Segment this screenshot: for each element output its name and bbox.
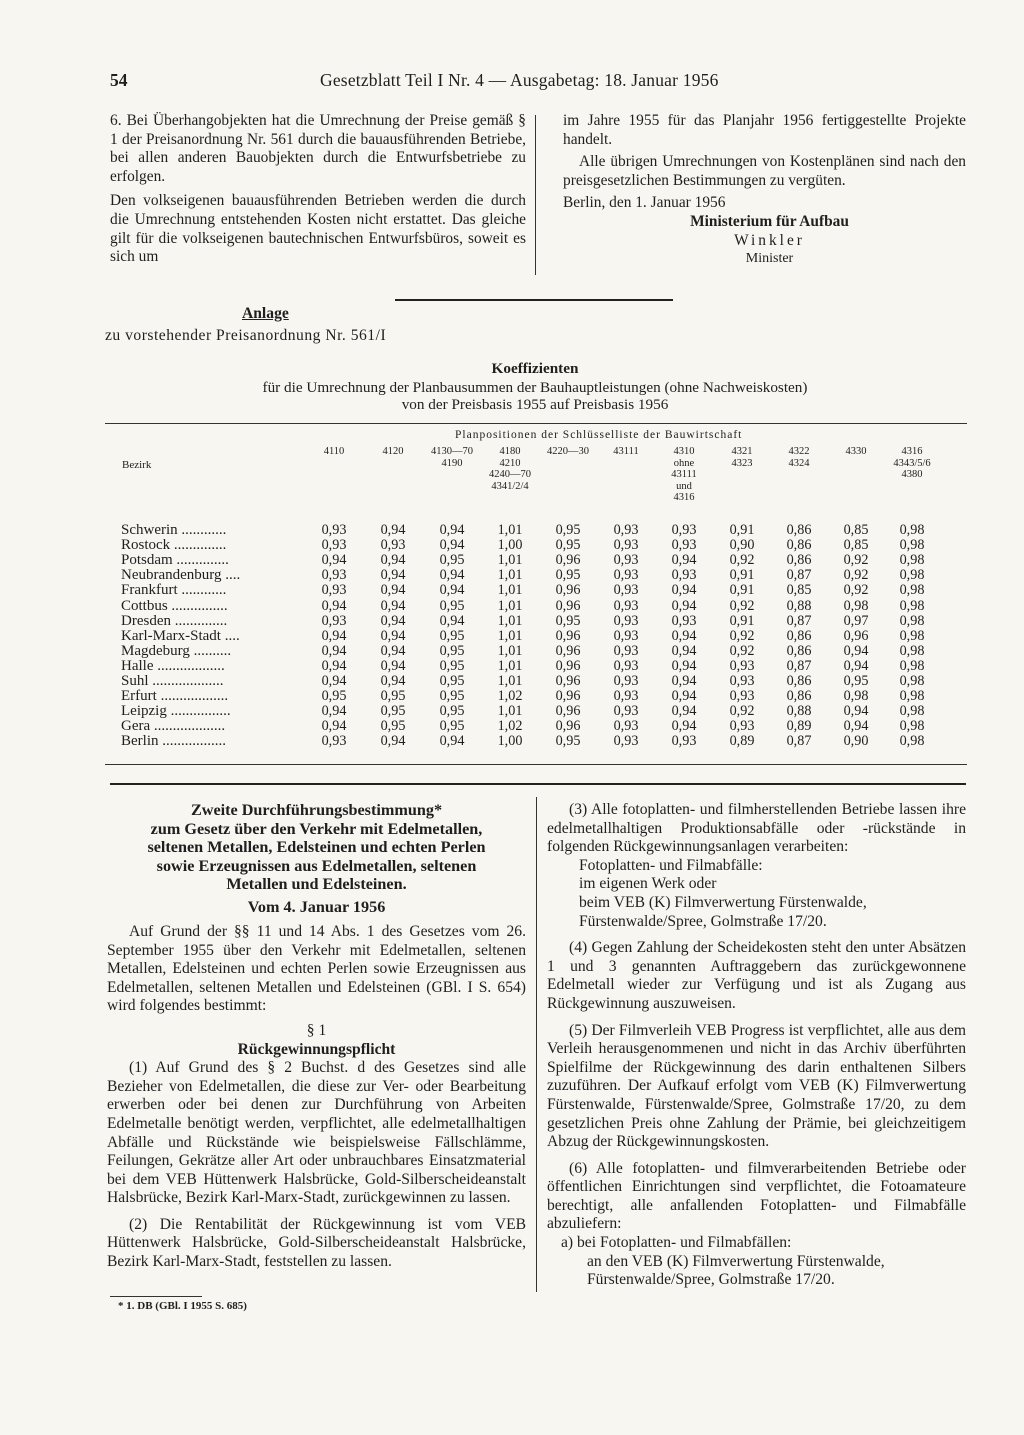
table-cell: 0,93 — [613, 642, 639, 659]
table-cell: 0,94 — [380, 627, 406, 644]
table-cell: 0,94 — [321, 642, 347, 659]
table-cell: 0,92 — [729, 597, 755, 614]
table-cell: 0,98 — [899, 673, 925, 689]
table-cell: 0,94 — [380, 552, 406, 569]
table-cell: 0,94 — [380, 733, 406, 750]
table-cell: 0,98 — [899, 567, 925, 584]
table-cell: 1,01 — [497, 582, 523, 599]
coefficients-description-line2: von der Preisbasis 1955 auf Preisbasis 1956 — [401, 396, 669, 413]
table-cell: 0,93 — [729, 688, 755, 705]
table-cell: 0,87 — [786, 657, 812, 674]
table-cell: 0,93 — [321, 537, 347, 554]
page-number: 54 — [110, 70, 128, 90]
table-cell: 0,93 — [613, 657, 639, 674]
column-header: 4310 ohne 43111 und 4316 — [671, 446, 697, 503]
table-cell: 0,93 — [613, 733, 639, 750]
continuation-text: im Jahre 1955 für das Planjahr 1956 fertiggestellte Projekte handelt. — [563, 112, 966, 148]
table-cell: 0,93 — [613, 597, 639, 614]
table-cell: 0,93 — [671, 522, 697, 538]
table-cell: 0,94 — [671, 582, 697, 599]
table-row-label: Rostock .............. — [121, 538, 227, 554]
table-cell: 0,94 — [380, 612, 406, 629]
table-cell: 0,96 — [555, 627, 581, 644]
table-cell: 0,86 — [786, 552, 812, 569]
table-cell: 1,01 — [497, 597, 523, 614]
table-cell: 0,93 — [613, 673, 639, 689]
table-cell: 0,98 — [899, 582, 925, 599]
table-cell: 0,86 — [786, 673, 812, 689]
table-cell: 0,90 — [729, 537, 755, 554]
table-cell: 0,94 — [321, 657, 347, 674]
column-header: 4330 — [845, 446, 867, 457]
section-rule — [110, 783, 966, 785]
regulation-intro: Auf Grund der §§ 11 und 14 Abs. 1 des Gesetzes vom 26. September 1955 über den Verkehr mit Edelmetallen, seltenen Metallen, Edelsteinen und echten Perlen sowie Erzeugnissen aus Edelmetallen, seltenen Metallen und Edelsteinen (GBl. I S. 654) wird folgendes bestimmt: — [107, 922, 526, 1015]
table-cell: 0,92 — [729, 552, 755, 569]
table-cell: 0,98 — [899, 552, 925, 569]
table-cell: 0,95 — [555, 567, 581, 584]
table-row-label: Potsdam .............. — [121, 553, 229, 569]
table-cell: 0,92 — [729, 642, 755, 659]
table-cell: 1,02 — [497, 718, 523, 735]
table-cell: 0,93 — [380, 537, 406, 554]
table-row-label: Magdeburg .......... — [121, 643, 232, 659]
table-cell: 0,94 — [671, 657, 697, 674]
column-header: 4316 4343/5/6 4380 — [893, 446, 931, 480]
table-row-label: Neubrandenburg .... — [121, 568, 241, 584]
table-cell: 0,98 — [899, 688, 925, 705]
table-cell: 0,94 — [439, 582, 465, 599]
paragraph-3-item3: beim VEB (K) Filmverwertung Fürstenwalde, — [579, 893, 867, 911]
paragraph-6: 6. Bei Überhangobjekten hat die Umrechnung der Preise gemäß § 1 der Preisanordnung Nr. 561 durch die bauausführenden Betriebe, bei allen anderen Bauobjekten durch die Entwurfsbetriebe zu erfolgen. — [110, 112, 526, 185]
table-cell: 0,93 — [321, 522, 347, 538]
table-cell: 0,94 — [843, 657, 869, 674]
paragraph-6-item-a2: Fürstenwalde/Spree, Golmstraße 17/20. — [587, 1271, 835, 1289]
table-cell: 0,95 — [555, 612, 581, 629]
paragraph-2: (2) Die Rentabilität der Rückgewinnung ist vom VEB Hüttenwerk Halsbrücke, Gold-Silberscheideanstalt Halsbrücke, Bezirk Karl-Marx-Stadt, feststellen zu lassen. — [107, 1215, 526, 1271]
table-cell: 0,93 — [671, 612, 697, 629]
table-cell: 0,95 — [439, 627, 465, 644]
table-cell: 0,86 — [786, 537, 812, 554]
table-cell: 0,93 — [671, 537, 697, 554]
table-cell: 0,98 — [899, 597, 925, 614]
table-cell: 0,95 — [380, 718, 406, 735]
table-cell: 0,93 — [321, 733, 347, 750]
column-header: 4120 — [382, 446, 404, 457]
table-cell: 0,95 — [439, 657, 465, 674]
section-rule — [395, 299, 673, 301]
table-row-label: Gera ................... — [121, 719, 226, 735]
column-header: 4180 4210 4240—70 4341/2/4 — [489, 446, 531, 492]
table-cell: 0,93 — [613, 627, 639, 644]
table-cell: 0,96 — [555, 597, 581, 614]
table-cell: 0,98 — [843, 688, 869, 705]
table-cell: 1,01 — [497, 673, 523, 689]
footnote: * 1. DB (GBl. I 1955 S. 685) — [118, 1300, 247, 1312]
bottom-right-column — [547, 801, 966, 1290]
table-cell: 0,94 — [321, 627, 347, 644]
table-cell: 0,98 — [899, 537, 925, 554]
table-cell: 0,86 — [786, 522, 812, 538]
table-cell: 0,95 — [843, 673, 869, 689]
table-cell: 1,01 — [497, 642, 523, 659]
table-row-label: Halle .................. — [121, 658, 225, 674]
paragraph-3-item1: Fotoplatten- und Filmabfälle: — [579, 856, 763, 874]
table-cell: 0,94 — [380, 642, 406, 659]
table-cell: 0,95 — [555, 537, 581, 554]
table-cell: 0,94 — [843, 703, 869, 720]
table-row-label: Erfurt .................. — [121, 689, 229, 705]
table-cell: 0,93 — [729, 718, 755, 735]
table-cell: 0,93 — [613, 582, 639, 599]
table-cell: 0,94 — [439, 733, 465, 750]
table-cell: 0,96 — [555, 718, 581, 735]
table-cell: 0,97 — [843, 612, 869, 629]
section-number: § 1 — [306, 1021, 327, 1039]
table-row-label: Cottbus ............... — [121, 598, 228, 614]
table-row-label: Karl-Marx-Stadt .... — [121, 628, 240, 644]
table-cell: 0,86 — [786, 627, 812, 644]
coefficients-title: Koeffizienten — [491, 360, 579, 377]
table-cell: 0,98 — [899, 627, 925, 644]
table-cell: 0,91 — [729, 567, 755, 584]
footnote-rule — [110, 1296, 202, 1297]
signatory-role: Minister — [745, 251, 794, 267]
table-cell: 0,91 — [729, 612, 755, 629]
table-cell: 0,94 — [321, 703, 347, 720]
table-cell: 0,88 — [786, 703, 812, 720]
table-cell: 0,94 — [671, 642, 697, 659]
table-cell: 0,85 — [843, 537, 869, 554]
table-cell: 0,94 — [671, 718, 697, 735]
table-row-label: Frankfurt ............ — [121, 583, 227, 599]
table-cell: 0,98 — [899, 718, 925, 735]
table-cell: 0,94 — [671, 597, 697, 614]
table-rule-bottom — [105, 764, 967, 765]
table-cell: 0,93 — [671, 567, 697, 584]
table-cell: 0,94 — [321, 673, 347, 689]
table-cell: 0,93 — [321, 582, 347, 599]
table-cell: 0,94 — [671, 688, 697, 705]
table-cell: 0,93 — [729, 657, 755, 674]
table-cell: 0,87 — [786, 567, 812, 584]
table-cell: 0,94 — [843, 642, 869, 659]
table-cell: 0,98 — [843, 597, 869, 614]
regulation-title-line4: sowie Erzeugnissen aus Edelmetallen, seltenen — [156, 856, 477, 875]
table-cell: 0,94 — [671, 552, 697, 569]
table-cell: 0,96 — [555, 582, 581, 599]
table-row-label: Suhl ................... — [121, 674, 224, 689]
column-header: 4110 — [323, 446, 345, 457]
table-cell: 0,94 — [380, 657, 406, 674]
regulation-date: Vom 4. Januar 1956 — [247, 897, 386, 916]
table-cell: 0,95 — [439, 642, 465, 659]
anlage-title: Anlage — [242, 305, 289, 322]
table-cell: 1,01 — [497, 657, 523, 674]
place-date: Berlin, den 1. Januar 1956 — [563, 194, 726, 212]
table-cell: 0,89 — [729, 733, 755, 750]
table-row-label: Dresden .............. — [121, 613, 228, 629]
table-cell: 0,96 — [555, 673, 581, 689]
table-cell: 0,98 — [899, 733, 925, 750]
table-cell: 0,94 — [439, 537, 465, 554]
table-cell: 0,91 — [729, 582, 755, 599]
paragraph-6-item-a: a) bei Fotoplatten- und Filmabfällen: — [561, 1234, 792, 1252]
table-cell: 1,01 — [497, 522, 523, 538]
table-cell: 0,90 — [843, 733, 869, 750]
table-rule-top — [105, 423, 967, 424]
table-cell: 0,95 — [555, 733, 581, 750]
table-cell: 0,94 — [671, 703, 697, 720]
table-cell: 0,94 — [380, 522, 406, 538]
table-cell: 0,86 — [786, 688, 812, 705]
table-cell: 0,93 — [613, 522, 639, 538]
table-cell: 1,01 — [497, 703, 523, 720]
table-cell: 1,00 — [497, 537, 523, 554]
regulation-title-line5: Metallen und Edelsteinen. — [226, 875, 407, 894]
paragraph-5: (5) Der Filmverleih VEB Progress ist verpflichtet, alle aus dem Verleih herausgenommenen und nicht in das Archiv überführten Spielfilme der Rückgewinnung des darin enthaltenen Silbers zuzuführen. Der Aufkauf erfolgt vom VEB (K) Filmverwertung Fürstenwalde, Fürstenwalde/Spree, Golmstraße 17/20, zu dem gesetzlichen Preis ohne Zahlung der Prämie, bei gleichzeitigem Abzug der Rückgewinnungskosten. — [547, 1021, 966, 1151]
paragraph-4: (4) Gegen Zahlung der Scheidekosten steht den unter Absätzen 1 und 3 genannten Auftraggebern das zurückgewonnene Edelmetall wieder zur Verfügung und ist als Zugang aus Rückgewinnung auszuweisen. — [547, 939, 966, 1012]
paragraph-6-continued: Den volkseigenen bauausführenden Betrieben werden die durch die Umrechnung entstehenden Kosten nicht erstattet. Das gleiche gilt für die volkseigenen bautechnischen Entwurfsbüros, soweit es sich um — [110, 192, 526, 266]
table-cell: 0,92 — [729, 703, 755, 720]
ministry-name: Ministerium für Aufbau — [690, 212, 849, 230]
paragraph-3: (3) Alle fotoplatten- und filmherstellenden Betriebe lassen ihre edelmetallhaltigen Produktionsabfälle oder -rückstände in folgenden Rückgewinnungsanlagen verarbeiten: — [547, 801, 966, 856]
column-header: 4321 4323 — [731, 446, 753, 469]
table-cell: 0,96 — [555, 703, 581, 720]
table-cell: 0,93 — [613, 703, 639, 720]
table-cell: 0,95 — [439, 597, 465, 614]
column-header-bezirk: Bezirk — [122, 459, 152, 471]
table-cell: 0,94 — [380, 582, 406, 599]
table-cell: 0,92 — [843, 567, 869, 584]
coefficients-description-line1: für die Umrechnung der Planbausummen der Bauhauptleistungen (ohne Nachweiskosten) — [262, 379, 808, 396]
table-row-label: Berlin ................. — [121, 734, 226, 750]
table-cell: 0,94 — [380, 567, 406, 584]
table-cell: 0,95 — [439, 552, 465, 569]
table-cell: 0,94 — [439, 522, 465, 538]
table-cell: 1,02 — [497, 688, 523, 705]
table-cell: 0,93 — [613, 612, 639, 629]
table-cell: 0,93 — [613, 688, 639, 705]
table-cell: 0,91 — [729, 522, 755, 538]
column-header: 4322 4324 — [788, 446, 810, 469]
table-cell: 0,87 — [786, 612, 812, 629]
table-cell: 0,95 — [321, 688, 347, 705]
table-cell: 0,93 — [321, 567, 347, 584]
regulation-title-line3: seltenen Metallen, Edelsteinen und echten Perlen — [147, 838, 486, 857]
table-cell: 0,92 — [843, 582, 869, 599]
table-cell: 0,93 — [613, 552, 639, 569]
column-header: 4220—30 — [547, 446, 589, 457]
table-cell: 0,94 — [671, 627, 697, 644]
table-cell: 0,95 — [439, 673, 465, 689]
column-rule — [535, 115, 536, 275]
table-cell: 0,94 — [671, 673, 697, 689]
table-cell: 0,96 — [843, 627, 869, 644]
column-rule — [536, 797, 537, 1292]
table-cell: 0,95 — [439, 703, 465, 720]
table-cell: 0,95 — [380, 703, 406, 720]
remaining-conversions-text: Alle übrigen Umrechnungen von Kostenplänen sind nach den preisgesetzlichen Bestimmungen zu vergüten. — [563, 153, 966, 189]
table-cell: 0,93 — [729, 673, 755, 689]
table-cell: 0,93 — [613, 537, 639, 554]
table-cell: 0,94 — [321, 552, 347, 569]
table-cell: 0,98 — [899, 657, 925, 674]
table-cell: 0,92 — [843, 552, 869, 569]
page-header — [110, 70, 970, 96]
table-cell: 0,94 — [321, 718, 347, 735]
table-cell: 0,88 — [786, 597, 812, 614]
bottom-left-column — [107, 801, 526, 1272]
table-cell: 0,95 — [439, 688, 465, 705]
table-cell: 1,01 — [497, 612, 523, 629]
table-cell: 0,87 — [786, 733, 812, 750]
column-header: 43111 — [613, 446, 639, 457]
table-cell: 0,98 — [899, 642, 925, 659]
table-cell: 0,96 — [555, 688, 581, 705]
regulation-title-line2: zum Gesetz über den Verkehr mit Edelmetallen, — [150, 819, 483, 838]
table-cell: 0,94 — [321, 597, 347, 614]
running-head: Gesetzblatt Teil I Nr. 4 — Ausgabetag: 18. Januar 1956 — [320, 70, 719, 90]
table-cell: 0,96 — [555, 642, 581, 659]
table-cell: 0,86 — [786, 642, 812, 659]
regulation-title-line1: Zweite Durchführungsbestimmung* — [190, 801, 443, 819]
table-cell: 0,89 — [786, 718, 812, 735]
paragraph-3-item2: im eigenen Werk oder — [579, 875, 717, 893]
table-cell: 1,01 — [497, 567, 523, 584]
anlage-subtitle: zu vorstehender Preisanordnung Nr. 561/I — [105, 327, 387, 344]
table-cell: 0,94 — [380, 597, 406, 614]
table-cell: 1,01 — [497, 627, 523, 644]
table-cell: 0,96 — [555, 552, 581, 569]
table-cell: 0,95 — [439, 718, 465, 735]
table-cell: 1,00 — [497, 733, 523, 750]
table-cell: 0,93 — [613, 718, 639, 735]
top-right-column — [563, 112, 966, 269]
table-cell: 1,01 — [497, 552, 523, 569]
table-cell: 0,94 — [843, 718, 869, 735]
table-cell: 0,93 — [321, 612, 347, 629]
table-cell: 0,92 — [729, 627, 755, 644]
table-cell: 0,93 — [671, 733, 697, 750]
table-cell: 0,95 — [380, 688, 406, 705]
table-cell: 0,94 — [439, 567, 465, 584]
column-header: 4130—70 4190 — [431, 446, 473, 469]
table-cell: 0,94 — [380, 673, 406, 689]
table-caption: Planpositionen der Schlüsselliste der Bauwirtschaft — [455, 429, 743, 441]
top-left-column — [110, 112, 526, 267]
table-cell: 0,94 — [439, 612, 465, 629]
table-cell: 0,98 — [899, 703, 925, 720]
signatory-name: Winkler — [734, 231, 805, 249]
paragraph-1: (1) Auf Grund des § 2 Buchst. d des Gesetzes sind alle Bezieher von Edelmetallen, die diese zur Ver- oder Bearbeitung erwerben oder bei denen zur Durchführung von Arbeiten Edelmetalle benötigt werden, verpflichtet, alle edelmetallhaltigen Abfälle und Rückstände wie beispielsweise Fällschlämme, Feilungen, Gekrätze aller Art oder unbrauchbares Einsatzmaterial bei dem VEB Hüttenwerk Halsbrücke, Gold-Silberscheideanstalt Halsbrücke, Bezirk Karl-Marx-Stadt, zurückgewinnen zu lassen. — [107, 1059, 526, 1207]
section-title: Rückgewinnungspflicht — [237, 1040, 396, 1058]
table-cell: 0,85 — [843, 522, 869, 538]
table-row-label: Schwerin ............ — [121, 523, 227, 538]
table-cell: 0,85 — [786, 582, 812, 599]
paragraph-6-item-a1: an den VEB (K) Filmverwertung Fürstenwalde, — [587, 1252, 885, 1270]
table-cell: 0,96 — [555, 657, 581, 674]
paragraph-6: (6) Alle fotoplatten- und filmverarbeitenden Betriebe oder öffentlichen Einrichtungen sind verpflichtet, die Fotoamateure berechtigt, alle anfallenden Fotoplatten- und Filmabfälle abzuliefern: — [547, 1159, 966, 1233]
table-cell: 0,95 — [555, 522, 581, 538]
table-cell: 0,98 — [899, 612, 925, 629]
table-cell: 0,93 — [613, 567, 639, 584]
table-cell: 0,98 — [899, 522, 925, 538]
paragraph-3-item4: Fürstenwalde/Spree, Golmstraße 17/20. — [579, 912, 827, 930]
table-row-label: Leipzig ................ — [121, 704, 231, 720]
